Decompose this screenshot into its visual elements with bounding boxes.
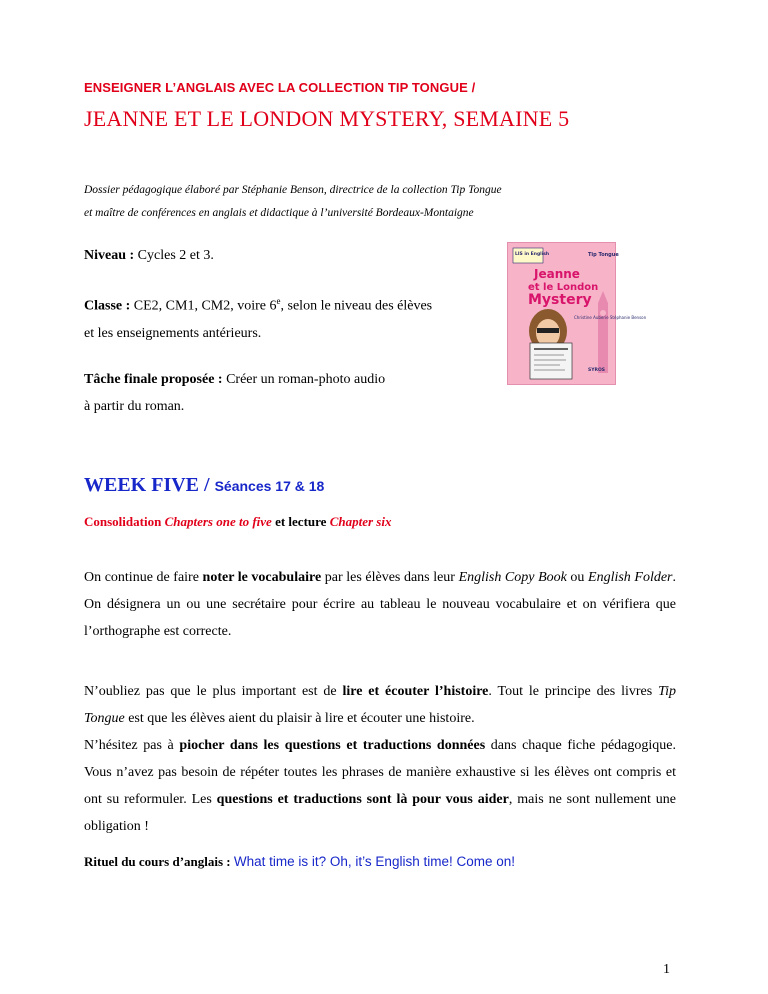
paragraph-2 (84, 678, 676, 840)
cover-title-1: Jeanne (534, 267, 580, 281)
classe-line-1 (84, 288, 432, 320)
week-title: WEEK FIVE / (84, 474, 215, 496)
week-sub: Séances 17 & 18 (214, 478, 325, 494)
book-cover-illustration (508, 243, 647, 384)
cover-brand: Tip Tongue (588, 252, 619, 258)
p2-i: questions et traductions sont là pour vous aider (216, 792, 509, 807)
p2-b: lire et écouter l’histoire (342, 684, 489, 699)
ritual-text: What time is it? Oh, it’s English time! Come on! (233, 854, 515, 869)
classe-line-2: et les enseignements antérieurs. (84, 325, 262, 341)
tache-block (84, 366, 385, 420)
tache-value: Créer un roman-photo audio (222, 372, 386, 387)
classe-value: CE2, CM1, CM2, voire 6 (130, 298, 277, 314)
p1-g: . On désignera un ou une secrétaire pour écrire au tableau le nouveau vocabulaire et on vérifiera que l’orthographe est correcte. (84, 570, 677, 639)
credits (84, 179, 704, 225)
p2-c: . Tout le principe des livres (488, 684, 659, 699)
tache-line-1 (84, 366, 385, 393)
cover-title-2: et le London (528, 282, 599, 293)
classe-sup: e (276, 296, 281, 306)
ritual-label: Rituel du cours d’anglais : (84, 854, 234, 869)
p1-d: English Copy Book (458, 570, 567, 585)
niveau-value: Cycles 2 et 3. (134, 248, 214, 263)
niveau-label: Niveau : (84, 248, 135, 263)
classe-block (84, 288, 432, 347)
classe-label: Classe : (84, 298, 131, 314)
week-heading (84, 474, 324, 497)
p2-g: piocher dans les questions et traductions données (179, 738, 486, 753)
page-title: JEANNE ET LE LONDON MYSTERY, SEMAINE 5 (84, 106, 570, 131)
credits-line-2: et maître de conférences en anglais et didactique à l’université Bordeaux-Montaigne (84, 207, 474, 219)
consolidation-a: Consolidation (84, 514, 165, 529)
ritual-line (84, 848, 515, 876)
page-number: 1 (663, 962, 670, 977)
p1-b: noter le vocabulaire (202, 570, 322, 585)
p2-j: , mais ne sont nullement une obligation ! (84, 792, 676, 834)
p2-h: dans chaque fiche pédagogique. Vous n’avez pas besoin de répéter toutes les phrases de manière exhaustive si les élèves ont compris et ont su reformuler. Les (84, 738, 676, 807)
cover-authors: Christine Auberie Stéphanie Benson (574, 315, 647, 320)
p1-e: ou (566, 570, 589, 585)
cover-badge: LIS in English (515, 252, 550, 257)
consolidation-line (84, 514, 391, 530)
classe-value-after: , selon le niveau des élèves (280, 298, 433, 314)
p1-c: par les élèves dans leur (321, 570, 459, 585)
paragraph-1 (84, 564, 676, 645)
tache-label: Tâche finale proposée : (84, 372, 223, 387)
consolidation-b: Chapters one to five (164, 514, 272, 529)
niveau-line (84, 242, 214, 269)
p2-d: Tip Tongue (84, 684, 676, 726)
credits-line-1: Dossier pédagogique élaboré par Stéphanie Benson, directrice de la collection Tip Tongue (84, 184, 502, 196)
cover-publisher: SYROS (588, 368, 606, 373)
consolidation-d: Chapter six (329, 514, 392, 529)
book-cover-image (507, 242, 647, 385)
header-kicker: ENSEIGNER L’ANGLAIS AVEC LA COLLECTION TIP TONGUE / (84, 80, 476, 95)
tache-line-2: à partir du roman. (84, 399, 185, 414)
p2-a: N’oubliez pas que le plus important est de (84, 684, 343, 699)
p2-e: est que les élèves aient du plaisir à lire et écouter une histoire. (124, 711, 475, 726)
cover-title-3: Mystery (528, 292, 592, 308)
p1-f: English Folder (588, 570, 673, 585)
p1-a: On continue de faire (84, 570, 203, 585)
consolidation-c: et lecture (271, 514, 330, 529)
p2-f: N’hésitez pas à (84, 738, 180, 753)
